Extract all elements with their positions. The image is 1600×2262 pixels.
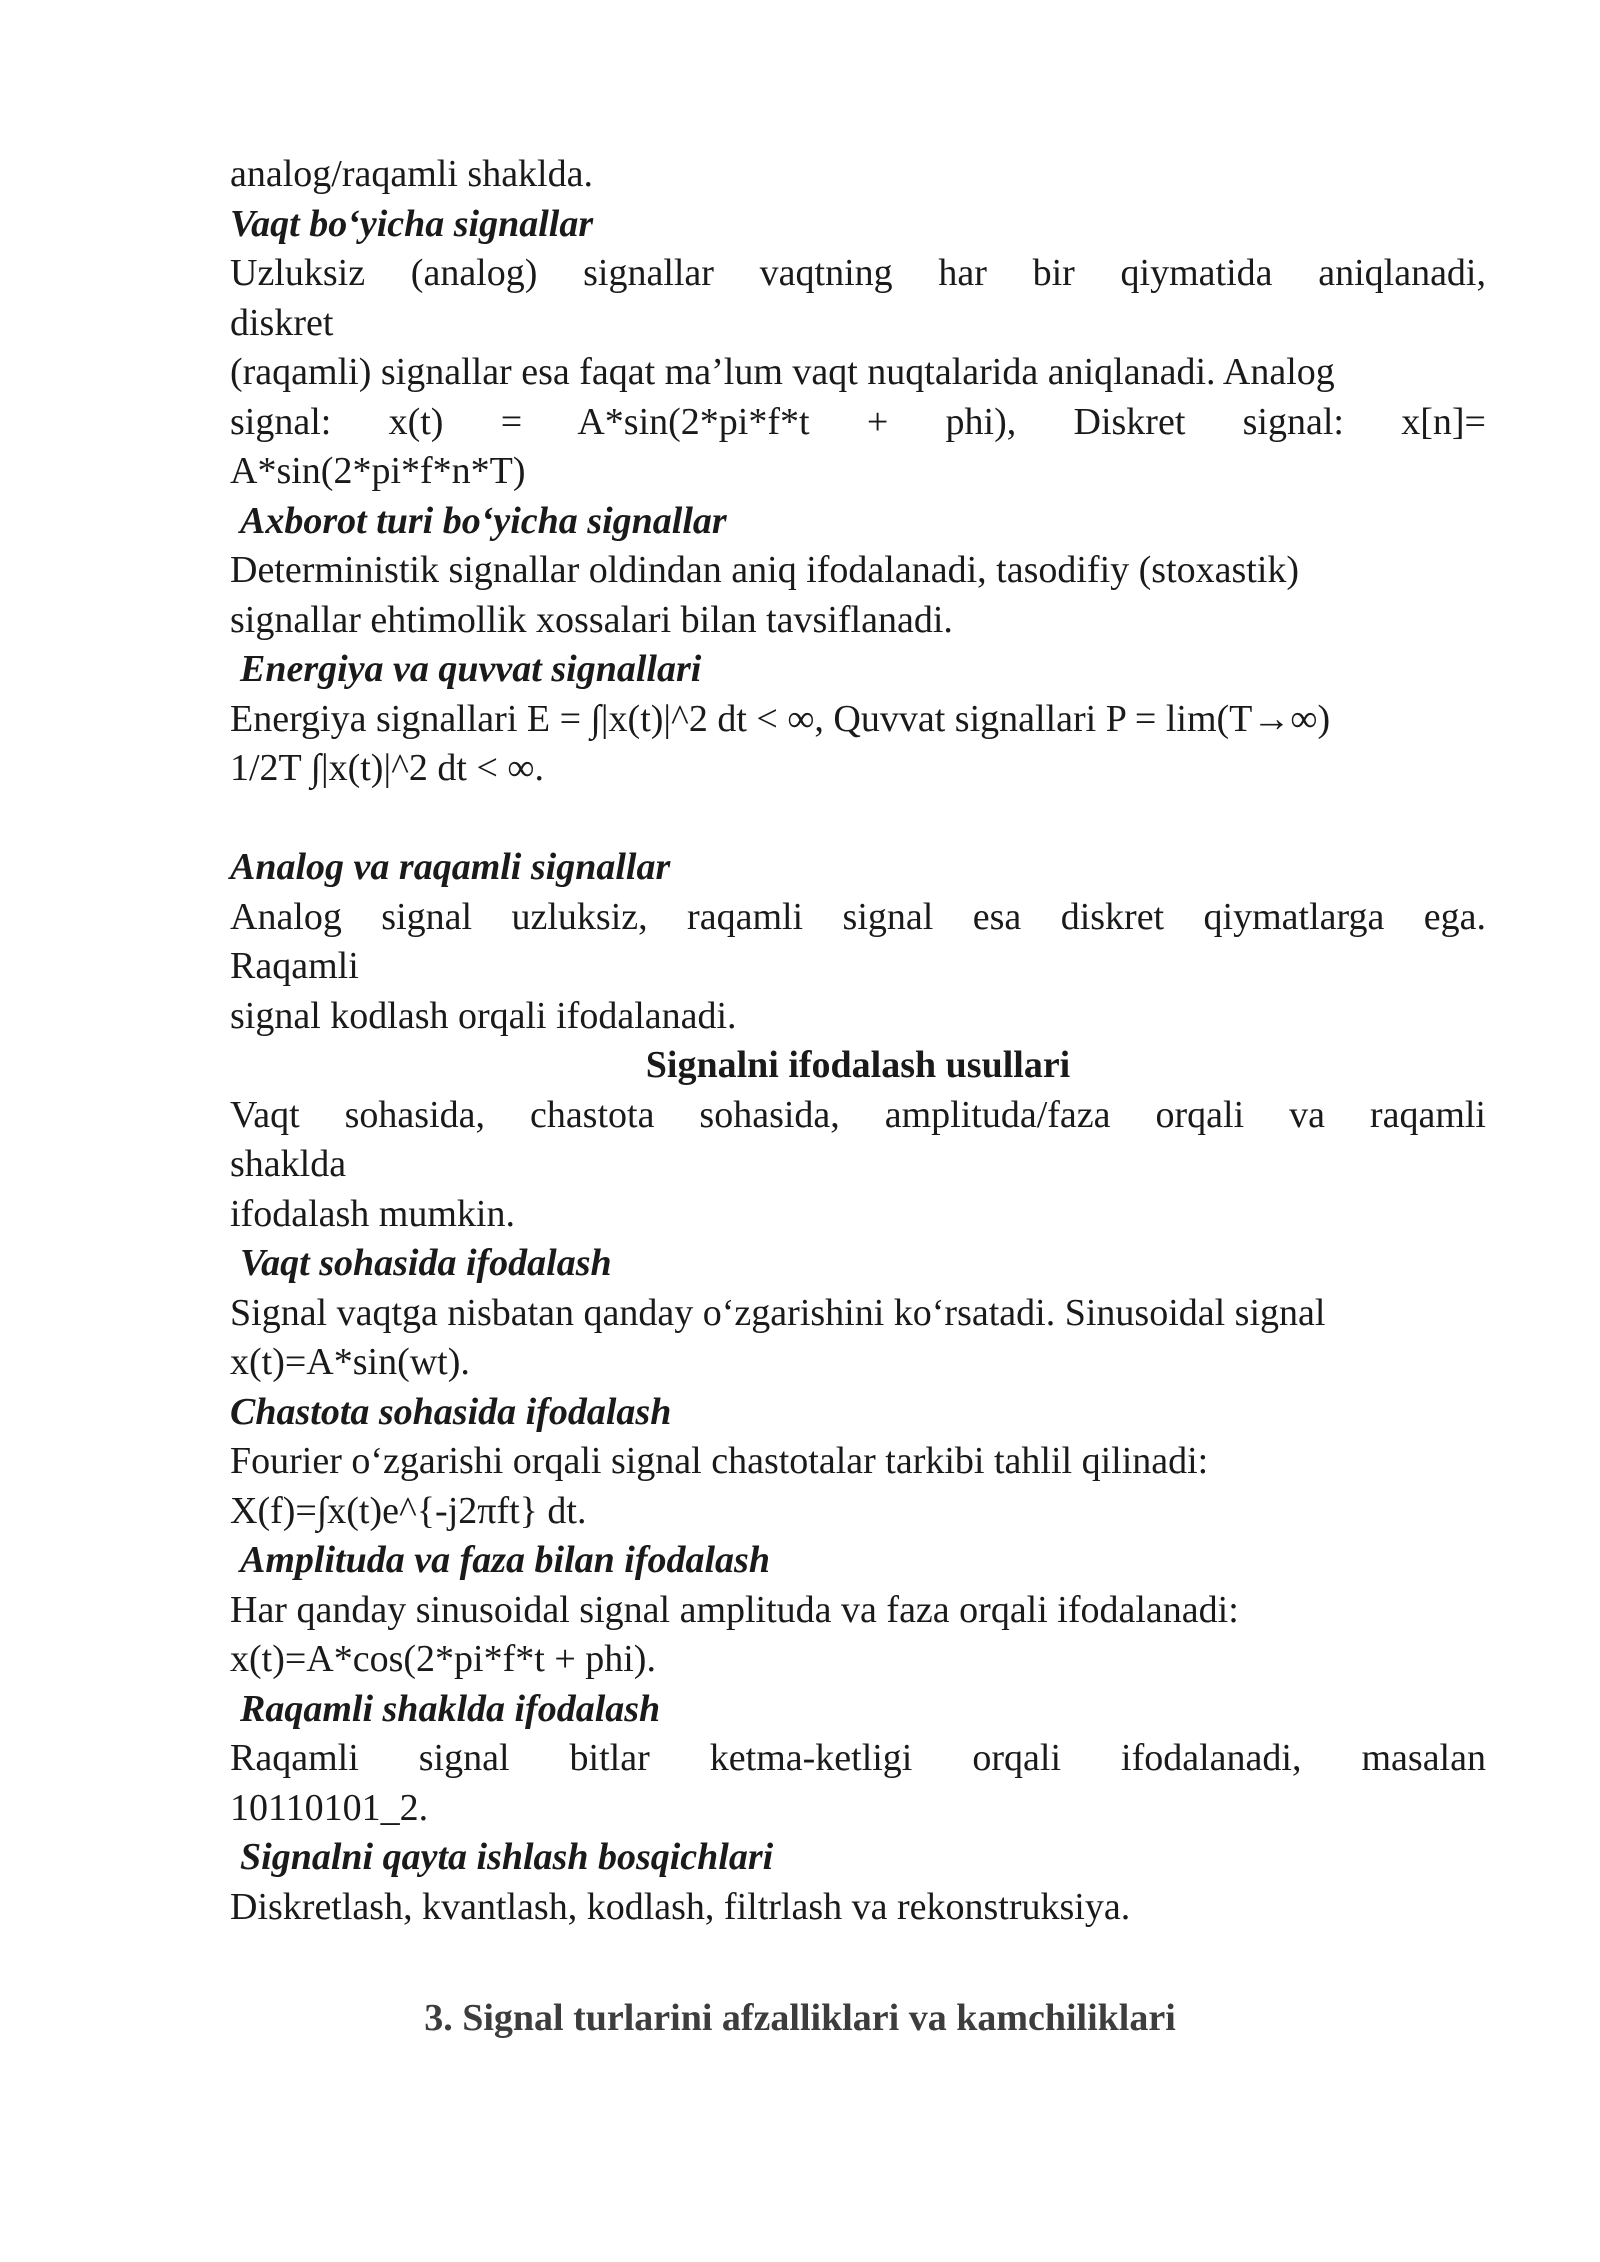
body-text-line: diskret xyxy=(230,301,334,344)
formula-line: 1/2T ∫|x(t)|^2 dt < ∞. xyxy=(230,747,544,789)
subheading: Analog va raqamli signallar xyxy=(230,846,671,888)
body-text-line: (raqamli) signallar esa faqat ma’lum vaqt nuqtalarida aniqlanadi. Analog xyxy=(230,351,1335,393)
subheading: Raqamli shaklda ifodalash xyxy=(240,1687,661,1730)
formula-line: x(t)=A*sin(wt). xyxy=(230,1341,470,1383)
body-text-line: Vaqt sohasida, chastota sohasida, amplituda/faza orqali va raqamli xyxy=(230,1093,1486,1136)
body-text-line: Diskretlash, kvantlash, kodlash, filtrlash va rekonstruksiya. xyxy=(230,1885,1131,1928)
body-text-line: Uzluksiz (analog) signallar vaqtning har bir qiymatida aniqlanadi, xyxy=(230,252,1486,294)
subheading: Vaqt sohasida ifodalash xyxy=(240,1242,612,1284)
subheading: Axborot turi bo‘yicha signallar xyxy=(240,499,727,542)
body-text-line: ifodalash mumkin. xyxy=(230,1192,515,1235)
formula-line: X(f)=∫x(t)e^{-j2πft} dt. xyxy=(230,1489,587,1532)
formula-line: Energiya signallari E = ∫|x(t)|^2 dt < ∞, Quvvat signallari P = lim(T→∞) xyxy=(230,697,1331,740)
body-text-line: Signal vaqtga nisbatan qanday o‘zgarishini ko‘rsatadi. Sinusoidal signal xyxy=(230,1291,1326,1334)
body-text-line: Fourier o‘zgarishi orqali signal chastotalar tarkibi tahlil qilinadi: xyxy=(230,1440,1209,1482)
body-text-line: signallar ehtimollik xossalari bilan tavsiflanadi. xyxy=(230,598,953,641)
centered-heading: Signalni ifodalash usullari xyxy=(645,1044,1071,1086)
body-text-line: Deterministik signallar oldindan aniq ifodalanadi, tasodifiy (stoxastik) xyxy=(230,549,1300,591)
body-text-line: shaklda xyxy=(230,1143,347,1185)
body-text-line: Analog signal uzluksiz, raqamli signal esa diskret qiymatlarga ega. xyxy=(230,895,1486,938)
subheading: Chastota sohasida ifodalash xyxy=(230,1390,672,1433)
formula-line: signal: x(t) = A*sin(2*pi*f*t + phi), Diskret signal: x[n]= xyxy=(230,400,1486,443)
body-text-line: 10110101_2. xyxy=(230,1786,429,1829)
body-text-line: Raqamli signal bitlar ketma-ketligi orqali ifodalanadi, masalan xyxy=(230,1737,1486,1779)
body-text-line: signal kodlash orqali ifodalanadi. xyxy=(230,994,737,1037)
subheading: Amplituda va faza bilan ifodalash xyxy=(240,1539,770,1581)
section-title: 3. Signal turlarini afzalliklari va kamchiliklari xyxy=(424,1997,1176,2039)
blank-line xyxy=(230,794,1486,844)
body-text-line: Har qanday sinusoidal signal amplituda va faza orqali ifodalanadi: xyxy=(230,1588,1239,1631)
subheading: Vaqt bo‘yicha signallar xyxy=(230,202,594,245)
formula-line: x(t)=A*cos(2*pi*f*t + phi). xyxy=(230,1638,656,1680)
body-text-line: Raqamli xyxy=(230,945,359,987)
subheading: Energiya va quvvat signallari xyxy=(240,648,702,690)
document-page xyxy=(230,150,1486,1932)
subheading: Signalni qayta ishlash bosqichlari xyxy=(240,1836,774,1878)
body-text-line: analog/raqamli shaklda. xyxy=(230,153,593,195)
formula-line: A*sin(2*pi*f*n*T) xyxy=(230,450,526,492)
